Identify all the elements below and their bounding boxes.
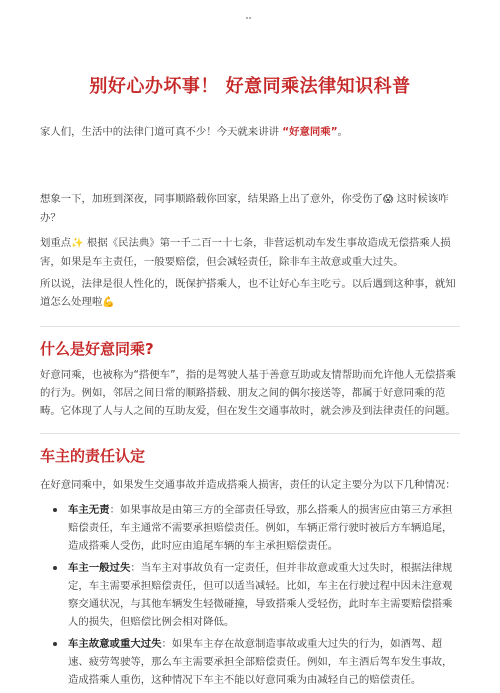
intro-highlight: “好意同乘”: [282, 126, 338, 138]
scream-emoji-icon: 😱: [382, 194, 394, 205]
list-item-text: ：如果车主存在故意制造事故或重大过失的行为，如酒驾、超速、疲劳驾驶等，那么车主需要承担全部赔偿责任。例如，车主酒后驾车发生事故，造成搭乘人重伤，这种情况下车主不能以好意同乘为由减轻自己的赔偿责任。: [68, 638, 453, 686]
list-item-label: 车主故意或重大过失: [68, 638, 162, 650]
list-item: [40, 559, 462, 631]
list-item-text: ：如果事故是由第三方的全部责任导致，那么搭乘人的损害应由第三方承担赔偿责任，车主通常不需要承担赔偿责任。例如，车辆正常行驶时被后方车辆追尾，造成搭乘人受伤，此时应由追尾车辆的车主承担赔偿责任。: [68, 504, 453, 552]
liability-list: [40, 501, 462, 693]
section-body-what-is: 好意同乘，也被称为“搭便车”，指的是驾驶人基于善意互助或友情帮助而允许他人无偿搭乘的行为。例如，邻居之间日常的顺路搭载、朋友之间的偶尔接送等，都属于好意同乘的范畴。它体现了人与人之间的互助友爱，但在发生交通事故时，就会涉及到法律责任的问题。: [40, 369, 456, 417]
top-dots: [246, 4, 254, 7]
sparkles-emoji-icon: ✨: [71, 238, 84, 249]
intro-text: 家人们，生活中的法律门道可真不少！今天就来讲讲: [40, 126, 283, 138]
scenario-end: 这时候该咋办？: [40, 193, 449, 224]
list-item-label: 车主一般过失: [68, 562, 131, 574]
list-item: [40, 501, 462, 555]
summary-paragraph: [40, 275, 462, 312]
intro-end: 。: [337, 126, 348, 138]
section-heading-what-is: 什么是好意同乘?: [40, 340, 154, 358]
section-divider: [40, 433, 460, 434]
list-item-label: 车主无责: [68, 504, 110, 516]
section-body-liability: 在好意同乘中，如果发生交通事故并造成搭乘人损害，责任的认定主要分为以下几种情况：: [40, 479, 456, 491]
scenario-paragraph: [40, 190, 462, 227]
key-point-paragraph: [40, 234, 462, 271]
section-divider: [40, 326, 460, 327]
section-heading-liability: 车主的责任认定: [40, 447, 146, 465]
intro-paragraph: [40, 123, 462, 141]
summary-text: 所以说，法律是很人性化的，既保护搭乘人，也不让好心车主吃亏。以后遇到这种事，就知道怎么处理啦: [40, 278, 456, 308]
key-point-text: 根据《民法典》第一千二百一十七条，非营运机动车发生事故造成无偿搭乘人损害，如果是车主责任，一般要赔偿，但会减轻责任，除非车主故意或重大过失。: [40, 237, 451, 268]
scenario-text: 想象一下，加班到深夜，同事顺路载你回家，结果路上出了意外，你受伤了: [40, 193, 383, 205]
page-title: 别好心办坏事！ 好意同乘法律知识科普: [89, 76, 411, 97]
list-item: [40, 635, 462, 689]
list-item-text: ：当车主对事故负有一定责任，但并非故意或重大过失时，根据法律规定，车主需要承担赔偿责任，但可以适当减轻。比如，车主在行驶过程中因未注意观察交通状况，与其他车辆发生轻微碰撞，导致搭乘人受轻伤，此时车主需要赔偿搭乘人的损失，但赔偿比例会相对降低。: [68, 562, 453, 628]
flexed-biceps-emoji-icon: 💪: [102, 297, 115, 308]
key-point-label: 划重点: [40, 237, 72, 249]
